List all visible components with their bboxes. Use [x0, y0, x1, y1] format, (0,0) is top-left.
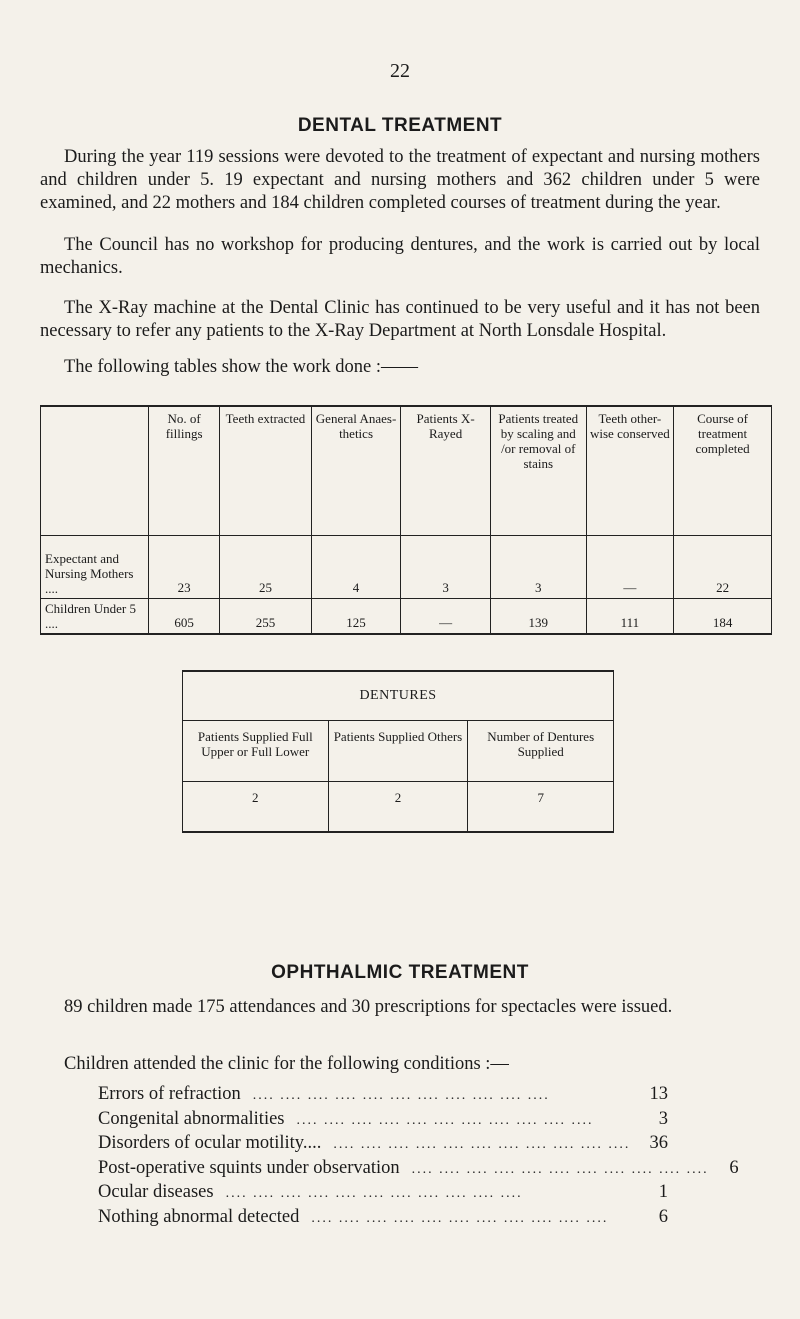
list-item — [98, 1157, 739, 1183]
list-item — [98, 1133, 668, 1158]
condition-count: 6 — [729, 1157, 739, 1178]
dental-header-blank — [41, 406, 149, 536]
dental-work-table — [40, 405, 772, 635]
dental-header-conserved: Teeth other- wise conserved — [586, 406, 674, 536]
leader-dots: .... .... .... .... .... .... .... .... .... .... .... — [311, 1210, 609, 1226]
table-cell: 125 — [311, 599, 401, 635]
table-row — [183, 782, 614, 833]
condition-name: Post-operative squints under observation — [98, 1157, 400, 1178]
table-cell: 605 — [149, 599, 220, 635]
dentures-title: DENTURES — [183, 671, 614, 721]
table-cell: 22 — [674, 536, 772, 599]
dentures-table — [182, 670, 614, 833]
table-cell: 184 — [674, 599, 772, 635]
dental-header-extracted: Teeth extracted — [220, 406, 312, 536]
table-cell: 111 — [586, 599, 674, 635]
table-cell: 2 — [328, 782, 468, 833]
conditions-list — [98, 1084, 739, 1231]
dental-paragraph-1: During the year 119 sessions were devoted to the treatment of expectant and nursing mothers and children under 5. 19 expectant and nursing mothers and 362 children under 5 were examined, and 22 mothers and 184 children completed courses of treatment during the year. — [40, 147, 760, 213]
dentures-title-row — [183, 671, 614, 721]
dentures-header-full: Patients Supplied Full Upper or Full Lower — [183, 721, 329, 782]
row-label: Children Under 5 .... — [41, 599, 149, 635]
condition-name: Ocular diseases — [98, 1182, 214, 1202]
table-cell: 7 — [468, 782, 614, 833]
dental-header-anaesthetics: General Anaes- thetics — [311, 406, 401, 536]
leader-dots: .... .... .... .... .... .... .... .... .... .... .... — [296, 1112, 594, 1128]
dentures-header-number: Number of Dentures Supplied — [468, 721, 614, 782]
table-cell: 23 — [149, 536, 220, 599]
condition-count: 13 — [649, 1084, 668, 1104]
row-label: Expectant and Nursing Mothers .... — [41, 536, 149, 599]
page-number: 22 — [390, 60, 410, 82]
table-row — [41, 599, 772, 635]
ophthalmic-paragraph-1: 89 children made 175 attendances and 30 prescriptions for spectacles were issued. — [64, 997, 673, 1017]
list-item — [98, 1084, 668, 1109]
leader-dots: .... .... .... .... .... .... .... .... .... .... .... — [225, 1186, 523, 1201]
condition-name: Errors of refraction — [98, 1084, 241, 1104]
table-cell: 139 — [490, 599, 586, 635]
condition-name: Congenital abnormalities — [98, 1108, 285, 1129]
table-row — [41, 536, 772, 599]
condition-name: Nothing abnormal detected — [98, 1206, 300, 1227]
list-item — [98, 1109, 668, 1134]
dental-header-xrayed: Patients X-Rayed — [401, 406, 491, 536]
table-cell: 2 — [183, 782, 329, 833]
dental-header-scaling: Patients treated by scaling and /or removal of stains — [490, 406, 586, 536]
leader-dots: .... .... .... .... .... .... .... .... .... .... .... — [252, 1088, 550, 1103]
list-item — [98, 1207, 668, 1232]
dentures-header-others: Patients Supplied Others — [328, 721, 468, 782]
table-cell: — — [401, 599, 491, 635]
condition-count: 6 — [658, 1206, 668, 1227]
ophthalmic-paragraph-2: Children attended the clinic for the following conditions :— — [64, 1054, 509, 1074]
table-cell: 3 — [490, 536, 586, 599]
dental-header-fillings: No. of fillings — [149, 406, 220, 536]
dental-table-header-row — [41, 406, 772, 536]
dental-paragraph-2: The Council has no workshop for producing dentures, and the work is carried out by local mechanics. — [40, 235, 760, 278]
dental-paragraph-3: The X-Ray machine at the Dental Clinic has continued to be very useful and it has not been necessary to refer any patients to the X-Ray Department at North Lonsdale Hospital. — [40, 298, 760, 341]
table-cell: 4 — [311, 536, 401, 599]
ophthalmic-treatment-heading: OPHTHALMIC TREATMENT — [271, 962, 529, 983]
leader-dots: .... .... .... .... .... .... .... .... .... .... .... — [333, 1137, 631, 1152]
dental-paragraph-4: The following tables show the work done :—— — [64, 357, 419, 377]
condition-name: Disorders of ocular motility.... — [98, 1133, 322, 1153]
table-cell: — — [586, 536, 674, 599]
dental-header-completed: Course of treatment completed — [674, 406, 772, 536]
condition-count: 3 — [658, 1108, 668, 1129]
condition-count: 1 — [658, 1182, 668, 1202]
table-cell: 25 — [220, 536, 312, 599]
condition-count: 36 — [649, 1133, 668, 1153]
leader-dots: .... .... .... .... .... .... .... .... .... .... .... — [411, 1161, 709, 1177]
table-cell: 255 — [220, 599, 312, 635]
dentures-header-row — [183, 721, 614, 782]
dental-treatment-heading: DENTAL TREATMENT — [297, 115, 503, 136]
list-item — [98, 1182, 668, 1207]
table-cell: 3 — [401, 536, 491, 599]
